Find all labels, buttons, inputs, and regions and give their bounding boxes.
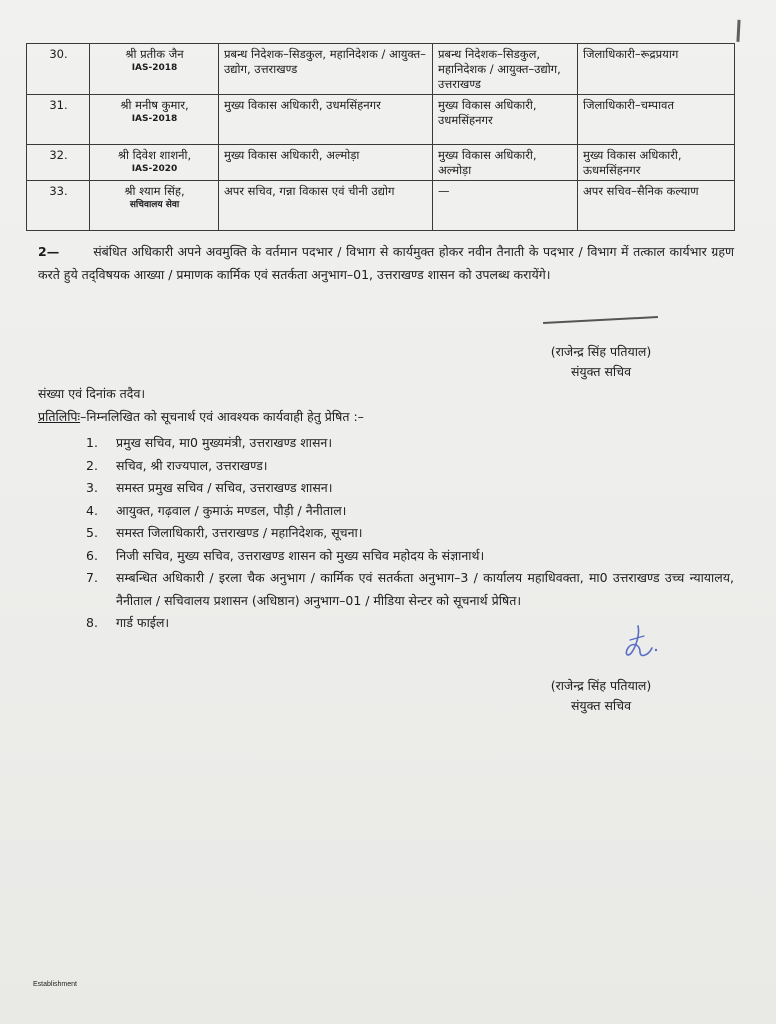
officer-name: श्री मनीष कुमार,: [120, 98, 189, 112]
posting-table: [26, 43, 735, 231]
officer-service: IAS-2018: [131, 114, 178, 124]
officer-name: श्री दिवेश शाशनी,: [117, 148, 192, 162]
cell-relieved-post: मुख्य विकास अधिकारी, अल्मोड़ा: [433, 145, 578, 181]
paragraph-text: संबंधित अधिकारी अपने अवमुक्ति के वर्तमान पदभार / विभाग से कार्यमुक्त होकर नवीन तैनाती के पदभार / विभाग में तत्काल कार्यभार ग्रहण करते हुये तद्‌विषयक आख्या / प्रमाणक कार्मिक एवं सतर्कता अनुभाग–01, उत्तराखण्ड शासन को उपलब्ध करायेंगे।: [38, 244, 734, 282]
cell-current-post: प्रबन्ध निदेशक–सिडकुल, महानिदेशक / आयुक्त–उद्योग, उत्तराखण्ड: [219, 44, 433, 95]
cell-officer: [90, 44, 219, 95]
paragraph-2: [38, 240, 734, 286]
item-number: 1.: [86, 435, 98, 450]
list-item: [86, 522, 734, 545]
cell-current-post: मुख्य विकास अधिकारी, अल्मोड़ा: [219, 145, 433, 181]
signature-block-2: [501, 676, 701, 716]
signatory-name: (राजेन्द्र सिंह पतियाल): [550, 344, 652, 359]
officer-service: IAS-2020: [131, 164, 178, 174]
item-text: समस्त जिलाधिकारी, उत्तराखण्ड / महानिदेशक, सूचना।: [116, 525, 363, 540]
signature-stroke: [543, 316, 658, 324]
cell-officer: [90, 145, 219, 181]
cell-officer: [90, 95, 219, 145]
copy-to-label: प्रतिलिपिः: [38, 409, 81, 424]
list-item: [86, 432, 734, 455]
handwritten-signature: [618, 620, 666, 664]
cell-relieved-post: मुख्य विकास अधिकारी, उधमसिंहनगर: [433, 95, 578, 145]
cell-relieved-post: प्रबन्ध निदेशक–सिडकुल, महानिदेशक / आयुक्त–उद्योग, उत्तराखण्ड: [433, 44, 578, 95]
copy-list: [86, 432, 734, 635]
signatory-designation: संयुक्त सचिव: [570, 698, 632, 713]
table-row: [27, 44, 735, 95]
list-item: [86, 545, 734, 568]
list-item: [86, 567, 734, 612]
list-item: [86, 500, 734, 523]
cell-officer: [90, 181, 219, 231]
officer-name: श्री प्रतीक जैन: [125, 47, 184, 61]
item-number: 6.: [86, 547, 98, 563]
reference-line: संख्या एवं दिनांक तदैव।: [38, 386, 146, 401]
copy-to-heading: [38, 407, 364, 427]
cell-sno: 33.: [27, 181, 90, 231]
cell-current-post: अपर सचिव, गन्ना विकास एवं चीनी उद्योग: [219, 181, 433, 231]
corner-pen-mark: [736, 20, 746, 42]
item-number: 4.: [86, 502, 98, 518]
item-text: गार्ड फाईल।: [116, 615, 170, 630]
item-text: प्रमुख सचिव, मा0 मुख्यमंत्री, उत्तराखण्ड शासन।: [116, 435, 333, 450]
item-text: सचिव, श्री राज्यपाल, उत्तराखण्ड।: [116, 457, 268, 473]
cell-current-post: मुख्य विकास अधिकारी, उधमसिंहनगर: [219, 95, 433, 145]
cell-sno: 31.: [27, 95, 90, 145]
cell-new-post: जिलाधिकारी–चम्पावत: [578, 95, 735, 145]
table-row: [27, 181, 735, 231]
item-text: निजी सचिव, मुख्य सचिव, उत्तराखण्ड शासन को मुख्य सचिव महोदय के संज्ञानार्थ।: [116, 547, 485, 563]
item-text: सम्बन्धित अधिकारी / इरला चैक अनुभाग / कार्मिक एवं सतर्कता अनुभाग–3 / कार्यालय महाधिवक्ता, मा0 उत्तराखण्ड उच्च न्यायालय, नैनीताल / सचिवालय प्रशासन (अधिष्ठान) अनुभाग–01 / मीडिया सेन्टर को सूचनार्थ प्रेषित।: [116, 570, 734, 608]
table-row: [27, 145, 735, 181]
table-row: [27, 95, 735, 145]
footer-label: Establishment: [33, 981, 77, 988]
cell-relieved-post: —: [433, 181, 578, 231]
list-item: [86, 477, 734, 500]
cell-new-post: मुख्य विकास अधिकारी, ऊधमसिंहनगर: [578, 145, 735, 181]
copy-to-text: –निम्नलिखित को सूचनार्थ एवं आवश्यक कार्यवाही हेतु प्रेषित :–: [80, 409, 364, 424]
cell-new-post: जिलाधिकारी–रूद्रप्रयाग: [578, 44, 735, 95]
signatory-name: (राजेन्द्र सिंह पतियाल): [550, 678, 652, 693]
officer-service: सचिवालय सेवा: [129, 200, 180, 210]
list-item: [86, 455, 734, 478]
item-number: 5.: [86, 525, 98, 540]
paragraph-number: 2—: [38, 244, 60, 259]
item-number: 2.: [86, 457, 98, 473]
officer-name: श्री श्याम सिंह,: [124, 184, 185, 198]
item-number: 8.: [86, 615, 98, 630]
item-text: आयुक्त, गढ़वाल / कुमाऊं मण्डल, पौड़ी / नैनीताल।: [116, 502, 347, 518]
cell-sno: 30.: [27, 44, 90, 95]
signatory-designation: संयुक्त सचिव: [570, 364, 632, 379]
item-number: 7.: [86, 570, 98, 585]
cell-sno: 32.: [27, 145, 90, 181]
officer-service: IAS-2018: [131, 63, 178, 73]
cell-new-post: अपर सचिव–सैनिक कल्याण: [578, 181, 735, 231]
item-number: 3.: [86, 480, 98, 495]
item-text: समस्त प्रमुख सचिव / सचिव, उत्तराखण्ड शासन।: [116, 480, 333, 495]
signature-block-1: [501, 342, 701, 382]
